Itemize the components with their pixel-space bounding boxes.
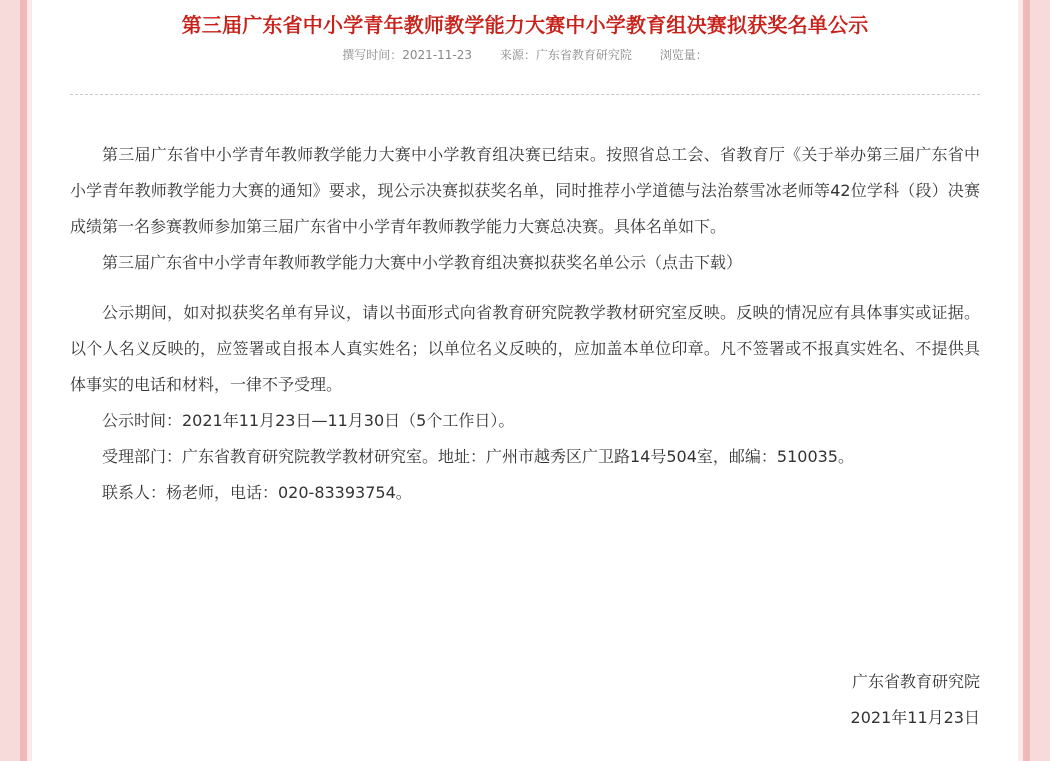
article-title: 第三届广东省中小学青年教师教学能力大赛中小学教育组决赛拟获奖名单公示 (181, 13, 869, 37)
article-meta (70, 46, 980, 64)
meta-author-time: 撰写时间：2021-11-23 (342, 48, 473, 62)
paragraph-department: 受理部门：广东省教育研究院教学教材研究室。地址：广州市越秀区广卫路14号504室，邮编：510035。 (102, 447, 854, 466)
meta-source: 来源：广东省教育研究院 (499, 48, 632, 62)
right-decorative-border (1018, 0, 1050, 761)
signature-org: 广东省教育研究院 (851, 672, 980, 691)
left-decorative-border (0, 0, 32, 761)
meta-views: 浏览量： (659, 48, 708, 62)
paragraph-period: 公示时间：2021年11月23日—11月30日（5个工作日）。 (102, 411, 515, 430)
article-body (70, 137, 980, 511)
paragraph-contact: 联系人：杨老师，电话：020-83393754。 (102, 483, 412, 502)
signature-date: 2021年11月23日 (850, 708, 980, 727)
article-container (70, 0, 980, 761)
title-divider (70, 94, 980, 95)
paragraph-intro: 第三届广东省中小学青年教师教学能力大赛中小学教育组决赛已结束。按照省总工会、省教育厅《关于举办第三届广东省中小学青年教师教学能力大赛的通知》要求，现公示决赛拟获奖名单，同时推荐小学道德与法治蔡雪冰老师等42位学科（段）决赛成绩第一名参赛教师参加第三届广东省中小学青年教师教学能力大赛总决赛。具体名单如下。 (70, 145, 980, 236)
paragraph-objection: 公示期间，如对拟获奖名单有异议，请以书面形式向省教育研究院教学教材研究室反映。反映的情况应有具体事实或证据。以个人名义反映的，应签署或自报本人真实姓名；以单位名义反映的，应加盖本单位印章。凡不签署或不报真实姓名、不提供具体事实的电话和材料，一律不予受理。 (70, 303, 980, 394)
download-link[interactable]: 第三届广东省中小学青年教师教学能力大赛中小学教育组决赛拟获奖名单公示（点击下载） (102, 253, 743, 272)
